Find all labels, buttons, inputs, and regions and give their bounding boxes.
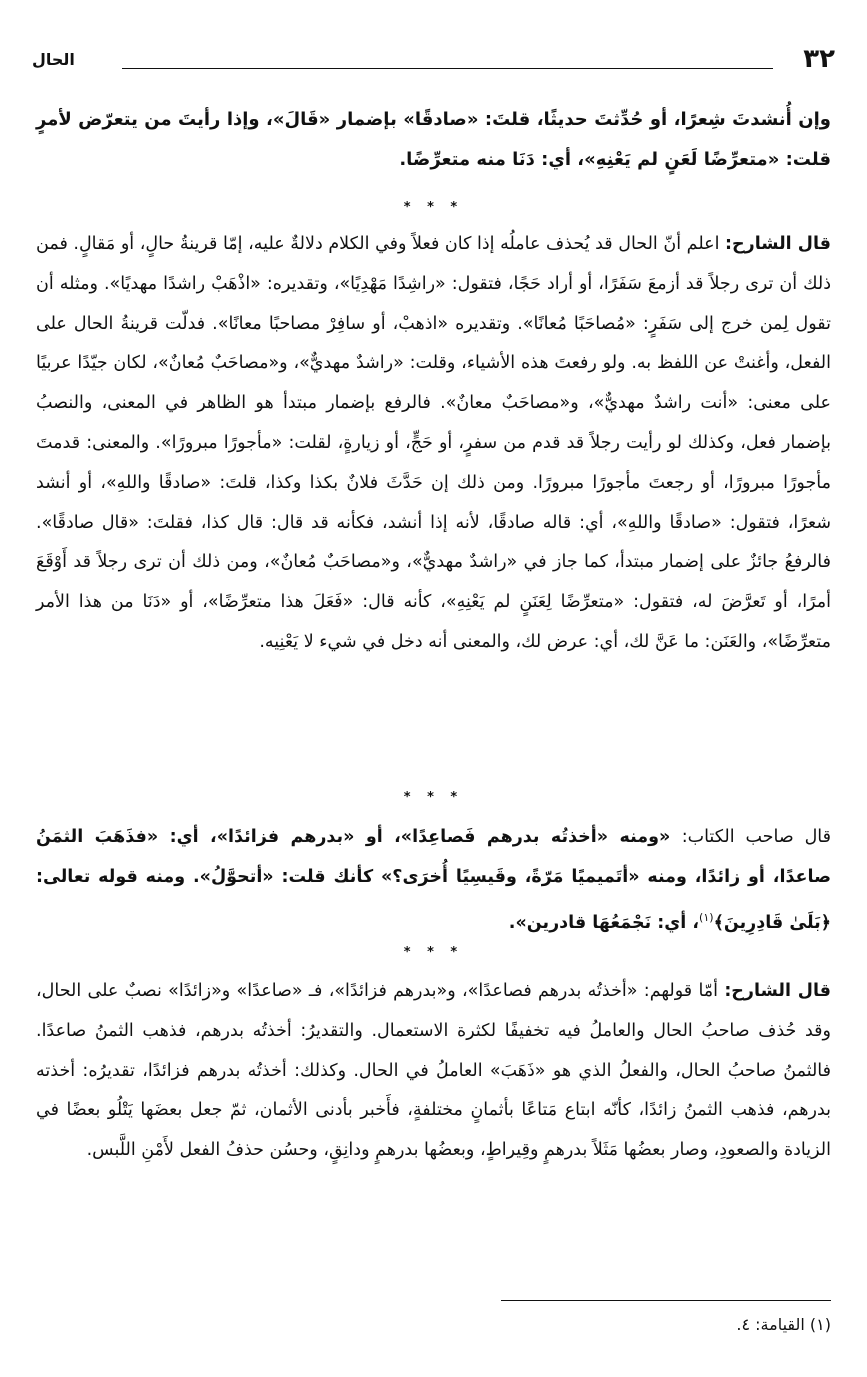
commentary-text: أمّا قولهم: «أخذتُه بدرهم فصاعدًا»، و«بدرهم فزائدًا»، فـ «صاعدًا» و«زائدًا» نصبٌ على الحال، وقد حُذف صاحبُ الحال والعاملُ فيه تخفيفًا لكثرة الاستعمال. والتقديرُ: أخذتُه بدرهم، فذهب الثمنُ صاعدًا. فالثمنُ صاحبُ الحال، والفعلُ الذي هو «ذَهَبَ» العاملُ في الحال. وكذلك: أخذتُه بدرهم فزائدًا، تقديرُه: أخذته بدرهم، فذهب الثمنُ زائدًا، كأنّه ابتاع مَتاعًا بأثمانٍ مختلفةٍ، فأَخبر بأدنى الأثمان، ثمّ جعل بعضَها يَتْلُو بعضًا في الزيادة والصعودِ، وصار بعضُها مَثَلاً بدرهمٍ وقِيراطٍ، وبعضُها بدرهمٍ ودانِقٍ، وحسُن حذفُ الفعل لأَمْنِ اللَّبس. <box>36 981 831 1161</box>
section-separator-2: * * * <box>403 790 464 805</box>
text-block-4 <box>36 972 831 1171</box>
running-title: الحال <box>32 50 75 69</box>
text-block-1 <box>36 100 831 180</box>
author-text: «ومنه «أخذتُه بدرهم فَصاعِدًا»، أو «بدرهم فزائدًا»، أي: «فذَهَبَ الثمَنُ صاعدًا، أو زائدًا، ومنه «أتَميميًا مَرّةً، وقَيسِيًا أُخرَى؟» كأنك قلت: «أتحوَّلُ». ومنه قوله تعالى: ﴿بَلَىٰ قَادِرِينَ﴾ <box>36 827 831 933</box>
page-header <box>32 42 835 82</box>
header-rule <box>122 68 773 69</box>
text-block-2 <box>36 225 831 663</box>
footnote-reference[interactable]: (١) <box>699 910 714 924</box>
text-block-3 <box>36 818 831 943</box>
author-text-end: ، أي: نَجْمَعُهَا قادرين». <box>508 912 700 933</box>
paragraph-commentary-2 <box>36 972 831 1171</box>
commentator-label: قال الشارح: <box>724 981 831 1001</box>
section-separator-3: * * * <box>403 945 464 960</box>
commentary-text: اعلم أنّ الحال قد يُحذف عاملُه إذا كان فعلاً وفي الكلام دلالةٌ عليه، إمّا قرينةُ حالٍ، أو مَقالٍ. فمن ذلك أن ترى رجلاً قد أزمعَ سَفَرًا، أو أراد حَجًا، فتقول: «راشِدًا مَهْدِيًا»، وتقديره: «اذْهَبْ راشدًا مهديًا». ومثله أن تقول لِمن خرج إلى سَفَرٍ: «مُصاحَبًا مُعانًا». وتقديره «اذهبْ، أو سافِرْ مصاحبًا معانًا». فدلّت قرينةُ الحال على الفعل، وأغنتْ عن اللفظ به. ولو رفعتَ هذه الأشياء، وقلت: «راشدٌ مهديٌّ»، و«مصاحَبٌ مُعانٌ»، لكان جيّدًا عربيًا على معنى: «أنت راشدٌ مهديٌّ»، و«مصاحَبٌ معانٌ». فالرفع بإضمار مبتدأ هو الظاهر في المعنى، والنصبُ بإضمار فعل، وكذلك لو رأيت رجلاً قد قدم من سفرٍ، أو حَجٍّ، أو زيارةٍ، لقلت: «مأجورًا مبرورًا». والمعنى: قدمتَ مأجورًا مبرورًا، أو رجعتَ مأجورًا مبرورًا. ومن ذلك إن حَدَّثَ فلانٌ بكذا وكذا، قلتَ: «صادقًا واللهِ»، أو أنشد شعرًا، فتقول: «صادقًا واللهِ»، أي: قاله صادقًا، لأنه إذا أنشد، فكأنه قد قال: قال كذا، فقلتَ: «قال صادقًا». فالرفعُ جائزٌ على إضمار مبتدأ، كما جاز في «راشدٌ مهديٌّ»، و«مصاحَبٌ مُعانٌ»، ومن ذلك أن ترى رجلاً قد أَوْقَعَ أمرًا، أو تَعرَّضَ له، فتقول: «متعرِّضًا لِعَنَنٍ لم يَعْنِهِ»، كأنه قال: «فَعَلَ هذا متعرِّضًا»، أو «دَنَا من هذا الأمر متعرِّضًا»، والعَنَن: ما عَنَّ لك، أي: عرض لك، والمعنى أنه دخل في شيء لا يَعْنِيه. <box>36 234 831 652</box>
section-separator-1: * * * <box>403 200 464 215</box>
author-label: قال صاحب الكتاب: <box>681 827 831 847</box>
paragraph-commentary-1 <box>36 225 831 663</box>
footnote: (١) القيامة: ٤. <box>736 1315 831 1334</box>
commentator-label: قال الشارح: <box>725 234 831 254</box>
page-number: ٣٢ <box>803 44 835 74</box>
paragraph-author-text-1: وإن أُنشدتَ شِعرًا، أو حُدِّثتَ حديثًا، قلتَ: «صادقًا» بإضمار «قَالَ»، وإذا رأيتَ من يتعرّض لأمرٍ قلت: «متعرِّضًا لَعَنٍ لم يَعْنِهِ»، أي: دَنَا منه متعرِّضًا. <box>36 109 831 170</box>
footnote-rule <box>501 1300 831 1301</box>
paragraph-author-text-2 <box>36 818 831 943</box>
